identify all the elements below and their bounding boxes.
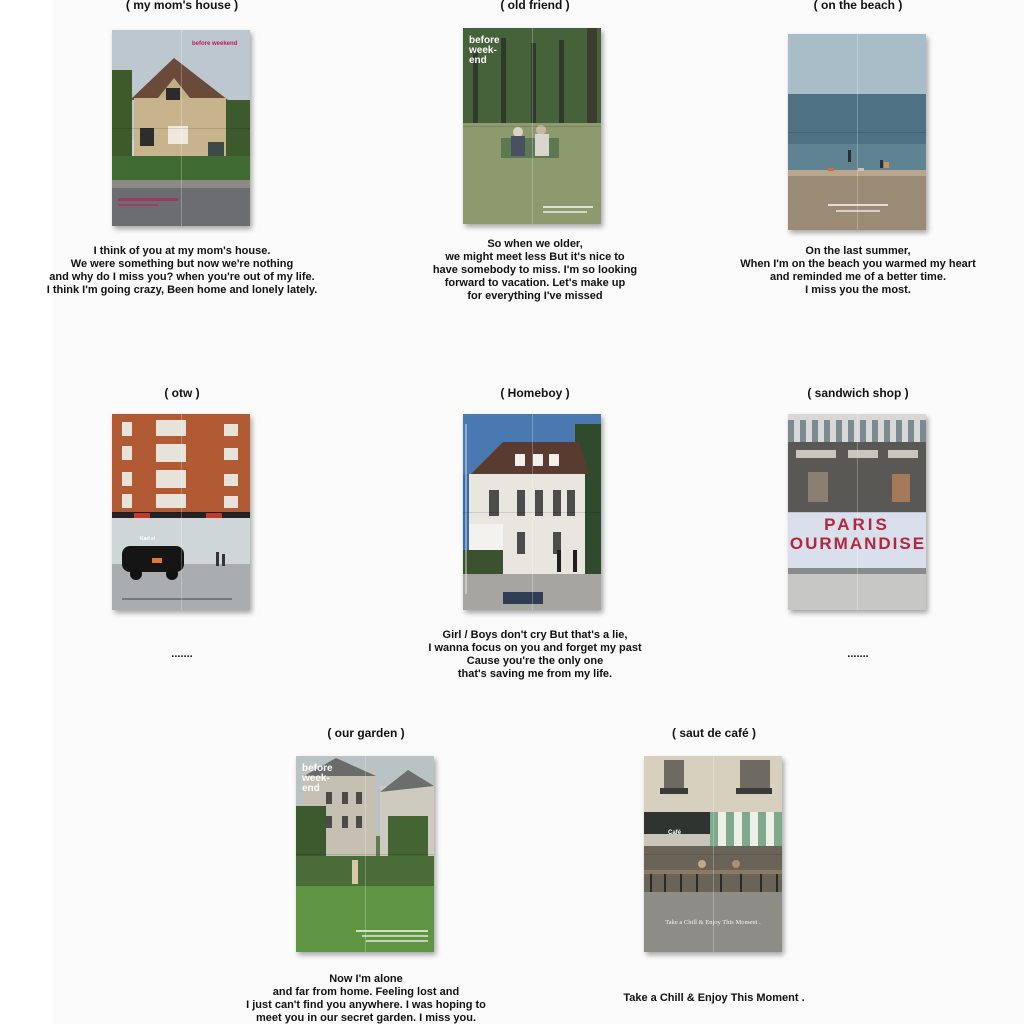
item-title: ( old friend ): [500, 0, 570, 12]
gallery-item-homeboy: [385, 384, 685, 684]
item-caption: Girl / Boys don't cry But that's a lie, I wanna focus on you and forget my past Cause you're the only one that's saving me from my life.: [428, 629, 642, 680]
item-caption: So when we older, we might meet less But it's nice to have somebody to miss. I'm so looking forward to vacation. Let's make up for everything I've missed: [432, 238, 638, 302]
item-title: ( my mom's house ): [125, 0, 239, 12]
item-caption: Now I'm alone and far from home. Feeling lost and I just can't find you anywhere. I was hoping to meet you in our secret garden. I miss you.: [246, 973, 486, 1024]
gallery-item-otw: [32, 384, 332, 684]
shop-sign-line1: PARIS: [824, 515, 890, 534]
brand-text: before week- end: [469, 35, 500, 66]
fold-line: [788, 132, 926, 133]
item-caption: .......: [847, 648, 869, 660]
fold-line: [112, 128, 250, 129]
gallery-item-sandwich-shop: [708, 384, 1008, 684]
gallery-item-our-garden: [216, 724, 516, 1024]
fold-line: [112, 512, 250, 513]
poster-our-garden[interactable]: [296, 756, 434, 952]
brand-text: before week- end: [302, 763, 333, 794]
gallery-item-old-friend: [385, 0, 685, 320]
item-title: ( on the beach ): [813, 0, 903, 12]
gallery-item-moms-house: [32, 0, 332, 320]
gallery-item-on-the-beach: [708, 0, 1008, 320]
row-3-background: [52, 712, 1024, 1024]
poster-sandwich-shop[interactable]: [788, 414, 926, 610]
gallery-item-saut-de-cafe: [564, 724, 864, 1024]
item-title: ( our garden ): [327, 726, 405, 740]
item-title: ( sandwich shop ): [807, 386, 909, 400]
item-caption: I think of you at my mom's house. We were something but now we're nothing and why do I miss you? when you're out of my life. I think I'm going crazy, Been home and lonely lately.: [46, 245, 318, 296]
cafe-sign: Café: [668, 830, 682, 836]
brand-text: before weekend: [192, 41, 238, 47]
poster-old-friend[interactable]: [463, 28, 601, 224]
fold-line: [463, 512, 601, 513]
item-title: ( Homeboy ): [500, 386, 570, 400]
item-caption: On the last summer, When I'm on the beach you warmed my heart and reminded me of a better time. I miss you the most.: [740, 245, 976, 296]
shop-sign: Karl el: [140, 536, 156, 542]
poster-saut-de-cafe[interactable]: [644, 756, 782, 952]
item-caption: .......: [171, 648, 193, 660]
item-caption: Take a Chill & Enjoy This Moment .: [623, 992, 805, 1004]
fold-line: [463, 126, 601, 127]
poster-moms-house[interactable]: [112, 30, 250, 226]
item-title: ( saut de café ): [671, 726, 757, 740]
poster-on-the-beach[interactable]: [788, 34, 926, 230]
fold-line: [788, 512, 926, 513]
poster-tagline: Take a Chill & Enjoy This Moment .: [665, 919, 761, 926]
shop-sign-line2: OURMANDISE: [789, 534, 926, 553]
poster-otw[interactable]: [112, 414, 250, 610]
fold-line: [296, 854, 434, 855]
item-title: ( otw ): [164, 386, 200, 400]
fold-line: [644, 854, 782, 855]
poster-homeboy[interactable]: [463, 414, 601, 610]
